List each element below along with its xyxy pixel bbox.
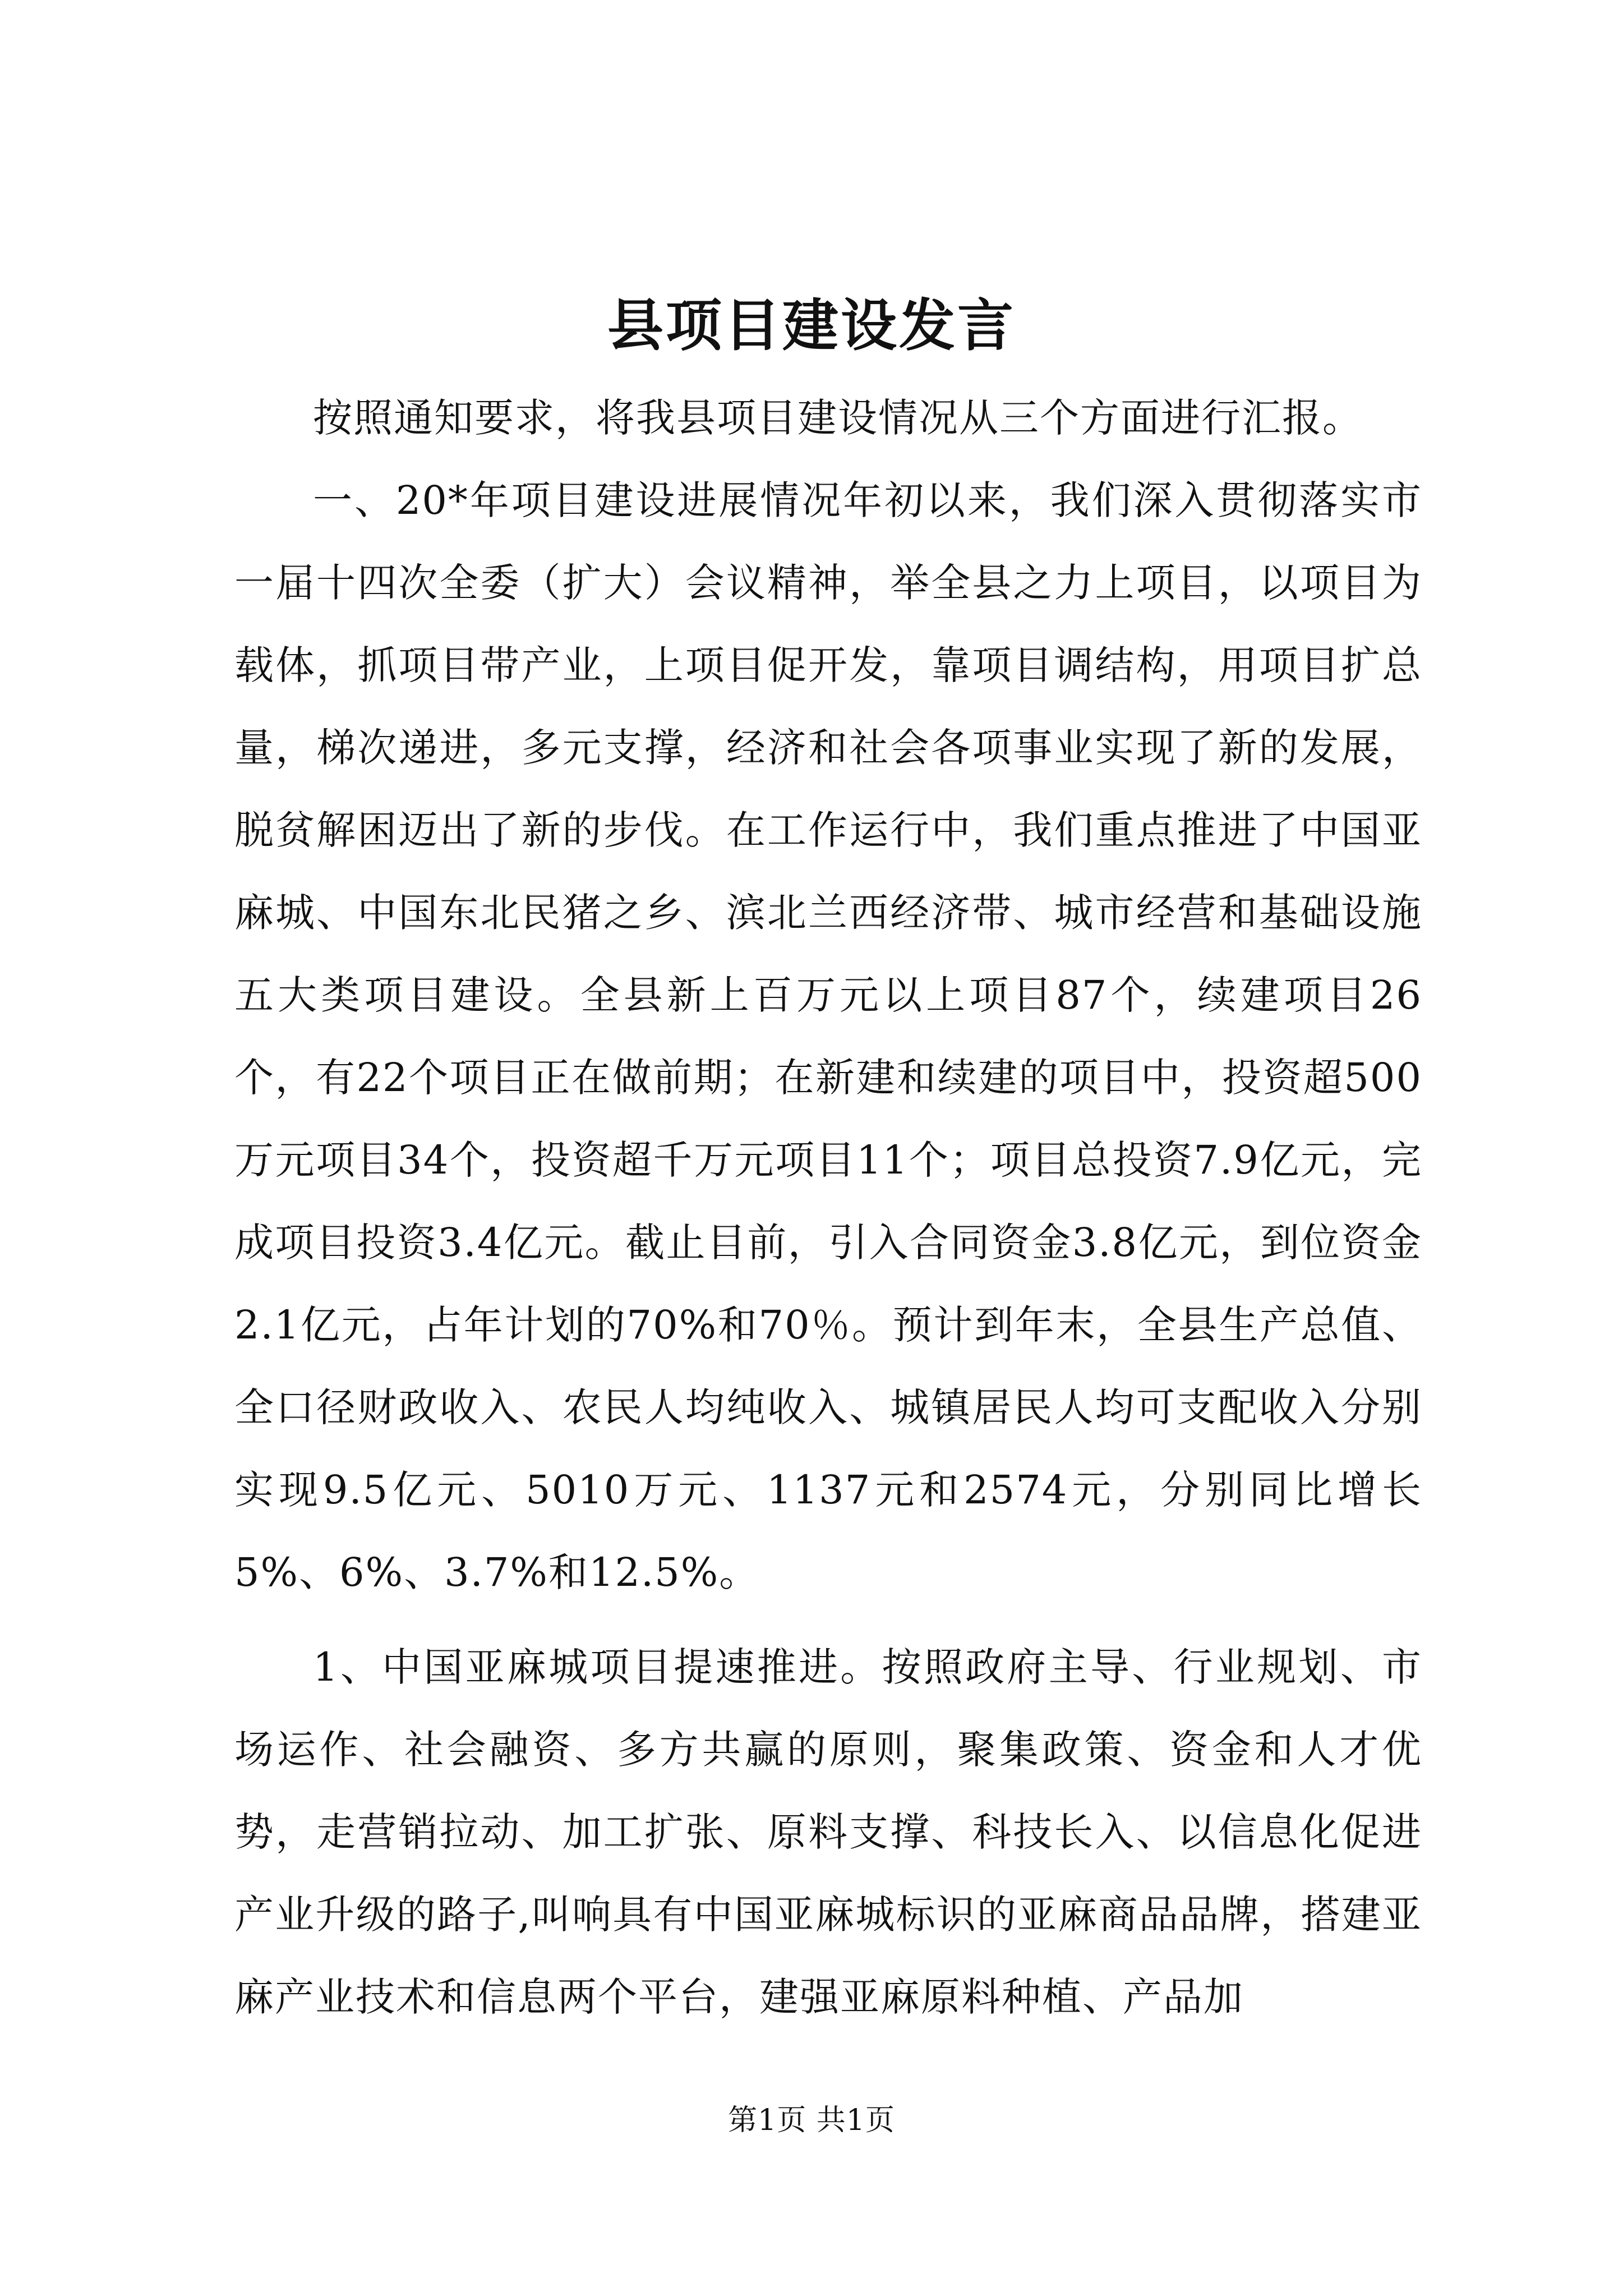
paragraph-intro: 按照通知要求，将我县项目建设情况从三个方面进行汇报。 xyxy=(313,395,1363,441)
paragraph-flax-city: 1、中国亚麻城项目提速推进。按照政府主导、行业规划、市场运作、社会融资、多方共赢的原则，聚集政策、资金和人才优势，走营销拉动、加工扩张、原料支撑、科技长入、以信息化促进产业升级的路子,叫响具有中国亚麻城标识的亚麻商品品牌，搭建亚麻产业技术和信息两个平台，建强亚麻原料种植、产品加 xyxy=(234,1644,1422,2020)
document-title: 县项目建设发言 xyxy=(607,292,1016,358)
document-body xyxy=(234,377,1422,2039)
page-footer: 第1页 共1页 xyxy=(728,2104,895,2137)
paragraph-section-one: 一、20*年项目建设进展情况年初以来，我们深入贯彻落实市一届十四次全委（扩大）会议精神，举全县之力上项目，以项目为载体，抓项目带产业，上项目促开发，靠项目调结构，用项目扩总量，梯次递进，多元支撑，经济和社会各项事业实现了新的发展，脱贫解困迈出了新的步伐。在工作运行中，我们重点推进了中国亚麻城、中国东北民猪之乡、滨北兰西经济带、城市经营和基础设施五大类项目建设。全县新上百万元以上项目87个，续建项目26个，有22个项目正在做前期；在新建和续建的项目中，投资超500万元项目34个，投资超千万元项目11个；项目总投资7.9亿元，完成项目投资3.4亿元。截止目前，引入合同资金3.8亿元，到位资金2.1亿元，占年计划的70%和70％。预计到年末，全县生产总值、全口径财政收入、农民人均纯收入、城镇居民人均可支配收入分别实现9.5亿元、5010万元、1137元和2574元，分别同比增长5%、6%、3.7%和12.5%。 xyxy=(234,477,1422,1595)
